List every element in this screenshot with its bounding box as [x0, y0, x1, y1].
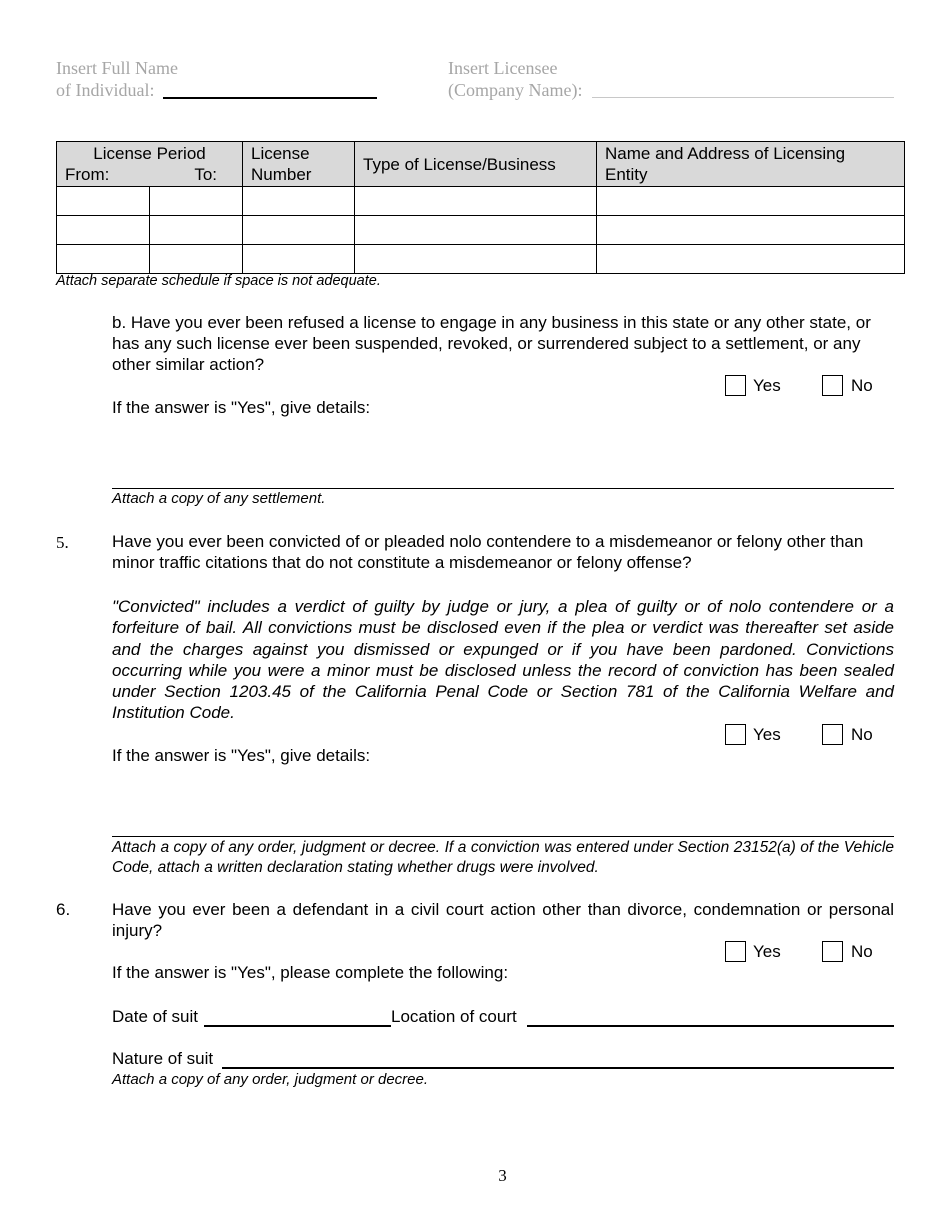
q5-no-label: No [851, 725, 873, 744]
table-cell[interactable] [355, 187, 597, 216]
table-cell[interactable] [243, 245, 355, 274]
table-cell[interactable] [57, 187, 150, 216]
q5-definition: "Convicted" includes a verdict of guilty by judge or jury, a plea of guilty or of nolo contendere or a forfeiture of bail. All convictions must be disclosed even if the plea or verdict was thereafter set aside and the charges against you dismissed or expunged or if you have been pardoned. Convictions occurring while you were a minor must be disclosed unless the record of conviction has been sealed under Section 1203.45 of the California Penal Code or Section 781 of the California Welfare and Institution Code. [112, 597, 894, 723]
q6-text: Have you ever been a defendant in a civil court action other than divorce, condemnation or personal injury? [112, 900, 894, 940]
licensee-input-line[interactable] [592, 97, 894, 98]
table-cell[interactable] [597, 187, 905, 216]
q6-yes-label: Yes [753, 942, 781, 961]
full-name-input-line[interactable] [163, 97, 377, 99]
q5-text: Have you ever been convicted of or pleaded nolo contendere to a misdemeanor or felony other than minor traffic citations that do not constitute a misdemeanor or felony offense? [112, 532, 864, 572]
date-of-suit-input-line[interactable] [204, 1025, 391, 1027]
table-cell[interactable] [150, 187, 243, 216]
q5-details-line[interactable] [112, 836, 894, 837]
q4b-yes-label: Yes [753, 376, 781, 395]
header-to: To: [194, 165, 217, 184]
table-cell[interactable] [150, 216, 243, 245]
q6-number: 6. [56, 900, 71, 919]
q6-complete-prompt: If the answer is "Yes", please complete the following: [112, 963, 509, 982]
q4b-no-checkbox[interactable] [822, 375, 843, 396]
q5-no-checkbox[interactable] [822, 724, 843, 745]
nature-of-suit-input-line[interactable] [222, 1067, 894, 1069]
table-row [57, 187, 905, 216]
table-row [57, 245, 905, 274]
header-from: From: [65, 165, 110, 184]
q4b-attach-note: Attach a copy of any settlement. [112, 490, 326, 507]
table-row [57, 216, 905, 245]
table-note: Attach separate schedule if space is not adequate. [56, 273, 381, 289]
table-cell[interactable] [355, 245, 597, 274]
q4b-text: b. Have you ever been refused a license to engage in any business in this state or any other state, or has any such license ever been suspended, revoked, or surrendered subject to a settlement, or any other similar action? [112, 313, 871, 374]
table-header-row [57, 142, 905, 187]
q4b-yes-checkbox[interactable] [725, 375, 746, 396]
table-cell[interactable] [355, 216, 597, 245]
header-type: Type of License/Business [355, 142, 597, 187]
q4b-no-label: No [851, 376, 873, 395]
table-cell[interactable] [57, 216, 150, 245]
table-cell[interactable] [243, 216, 355, 245]
q6-no-label: No [851, 942, 873, 961]
q5-number: 5. [56, 533, 69, 552]
date-of-suit-label: Date of suit [112, 1007, 198, 1026]
location-of-court-input-line[interactable] [527, 1025, 894, 1027]
q5-yes-checkbox[interactable] [725, 724, 746, 745]
location-of-court-label: Location of court [391, 1007, 517, 1026]
q5-details-prompt: If the answer is "Yes", give details: [112, 746, 371, 765]
header-license-period: License Period From: To: [57, 142, 243, 187]
q6-no-checkbox[interactable] [822, 941, 843, 962]
table-cell[interactable] [57, 245, 150, 274]
table-cell[interactable] [150, 245, 243, 274]
license-history-table [56, 141, 905, 274]
header-entity: Name and Address of Licensing Entity [597, 142, 905, 187]
table-cell[interactable] [597, 216, 905, 245]
q5-attach-note: Attach a copy of any order, judgment or decree. If a conviction was entered under Section 23152(a) of the Vehicle Code, attach a written declaration stating whether drugs were involved. [112, 839, 894, 876]
q6-yes-checkbox[interactable] [725, 941, 746, 962]
table-cell[interactable] [597, 245, 905, 274]
header-license-number: License Number [243, 142, 355, 187]
licensee-label: Insert Licensee (Company Name): [448, 58, 583, 100]
nature-of-suit-label: Nature of suit [112, 1049, 214, 1068]
q5-yes-label: Yes [753, 725, 781, 744]
q4b-details-prompt: If the answer is "Yes", give details: [112, 398, 371, 417]
q6-attach-note: Attach a copy of any order, judgment or decree. [112, 1071, 429, 1088]
full-name-label: Insert Full Name of Individual: [56, 58, 178, 100]
page-number: 3 [498, 1166, 507, 1185]
table-cell[interactable] [243, 187, 355, 216]
